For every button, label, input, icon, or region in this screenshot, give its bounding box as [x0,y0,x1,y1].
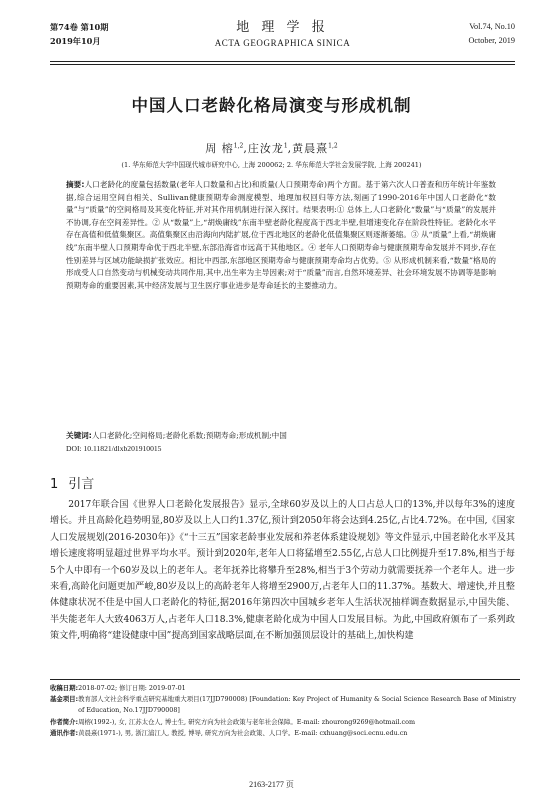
author-separator: , [243,142,248,155]
footnote-text: 教育部人文社会科学重点研究基地重大项目(17JJD790008) [Foundation: Key Project of Humanity & Social Science Research Base of Ministry of Education, No.17JJD790008] [78,695,517,715]
author-name: 周 榕 [205,142,234,155]
section-number: 1 [50,477,59,492]
header-right [468,20,515,48]
footnotes [50,679,520,739]
footnote-label: 作者简介: [50,717,79,726]
volume-issue: 第74卷 第10期 [50,22,109,32]
keywords-label: 关键词: [66,431,92,440]
footnote-author-bio [50,717,520,728]
header-rule-thick [50,61,515,62]
page-range: 2163-2177 页 [249,780,294,789]
header-rule-thin [50,64,515,65]
footnote-received [50,683,520,694]
journal-name-en: ACTA GEOGRAPHICA SINICA [214,38,351,48]
author-affil-mark: 1,2 [233,142,244,150]
running-header [50,20,515,60]
footnote-text: 周榕(1992-), 女, 江苏太仓人, 博士生, 研究方向为社会政策与老年社会保障。E-mail: zhourong9269@hotmail.com [78,717,416,726]
section-heading [50,473,94,492]
author-affil-mark: 1,2 [328,142,338,150]
footnote-funding [50,694,520,716]
publication-date: 2019年10月 [50,36,101,46]
abstract-text: 人口老龄化的度量包括数量(老年人口数量和占比)和质量(人口预期寿命)两个方面。基于第六次人口普查和历年统计年鉴数据,综合运用空间自相关、Sullivan健康预期寿命测度模型、地理加权回归等方法,刻画了1990-2016年中国人口老龄化“数量”与“质量”的空间格局及其变化特征,并对其作用机制进行深入探讨。结果表明:① 总体上,人口老龄化“数量”与“质量”的发展并不协调,存在空间差异性。② 从“数量”上,“胡焕庸线”东南半壁老龄化程度高于西北半壁,但增速变化存在阶段性特征。老龄化水平存在高值和低值集聚区。高值集聚区由沿海向内陆扩展,位于西北地区的老龄化低值集聚区则逐渐萎缩。③ 从“质量”上看,“胡焕庸线”东南半壁人口预期寿命优于西北半壁,东部沿海省市远高于其他地区。④ 老年人口预期寿命与健康预期寿命发展并不同步,存在性别差异与区域功能缺损扩张效应。相比中西部,东部地区预期寿命与健康预期寿命均占优势。⑤ 从形成机制来看,“数量”格局的形成受人口自然变动与机械变动共同作用,其中,出生率为主导因素;对于“质量”而言,自然环境差异、社会环境发展不协调等是影响预期寿命的重要因素,其中经济发展与卫生医疗事业进步是寿命延长的主要推动力。 [66,180,497,290]
author-list [0,140,543,156]
body-paragraph: 2017年联合国《世界人口老龄化发展报告》显示,全球60岁及以上的人口占总人口的13%,并以每年3%的速度增长。并且高龄化趋势明显,80岁及以上人口约1.37亿,预计到2050年将会达到4.25亿,占比4.72%。在中国,《国家人口发展规划(2016-2030年)》《“十三五”国家老龄事业发展和养老体系建设规划》等文件显示,中国老龄化水平及其增长速度将明显超过世界平均水平。预计到2020年,老年人口将猛增至2.55亿,占总人口比例提升至17.8%,相当于每5个人中即有一个60岁及以上的老年人。老年抚养比将攀升至28%,相当于3个劳动力就需要抚养一个老年人。进一步来看,高龄化问题更加严峻,80岁及以上的高龄老年人将增至2900万,占老年人口的11.37%。基数大、增速快,并且整体健康状况不佳是中国人口老龄化的特征,据2016年第四次中国城乡老年人生活状况抽样调查数据显示,中国失能、半失能老年人大致4063万人,占老年人口18.3%,健康老龄化成为中国人口发展目标。为此,中国政府颁布了一系列政策文件,明确将“建设健康中国”提高到国家战略层面,在不断加强顶层设计的基础上,加快构建 [50,500,515,642]
section-title: 引言 [68,477,95,492]
footnote-label: 基金项目: [50,695,79,704]
header-center [50,20,515,50]
doi: DOI: 10.11821/dlxb201910015 [66,444,162,453]
abstract-label: 摘要: [66,180,85,189]
author-name: 庄汝龙 [247,142,284,155]
footnote-rule [50,679,520,680]
affiliations: (1. 华东师范大学中国现代城市研究中心, 上海 200062; 2. 华东师范大学社会发展学院, 上海 200241) [121,161,422,169]
journal-name-cn: 地 理 学 报 [236,20,329,35]
paper-title: 中国人口老龄化格局演变与形成机制 [131,96,412,115]
abstract [66,179,496,292]
author-affil-mark: 1 [283,142,288,150]
footnote-label: 收稿日期: [50,684,79,692]
author-name: 黄晨熹 [292,142,329,155]
footnote-label: 通讯作者: [50,728,79,737]
volume-issue-en: Vol.74, No.10 [469,22,515,31]
footnote-text: 2018-07-02; 修订日期: 2019-07-01 [78,684,186,692]
footnote-text: 黄晨熹(1971-), 男, 浙江浦江人, 教授, 博导, 研究方向为社会政策、人口学。E-mail: cxhuang@soci.ecnu.edu.cn [78,728,408,737]
publication-date-en: October, 2019 [468,36,515,45]
keywords-text: 人口老龄化;空间格局;老龄化系数;预期寿命;形成机制;中国 [91,431,287,440]
footnote-corresponding [50,728,520,739]
keywords [66,430,496,443]
author-separator: , [287,142,293,155]
